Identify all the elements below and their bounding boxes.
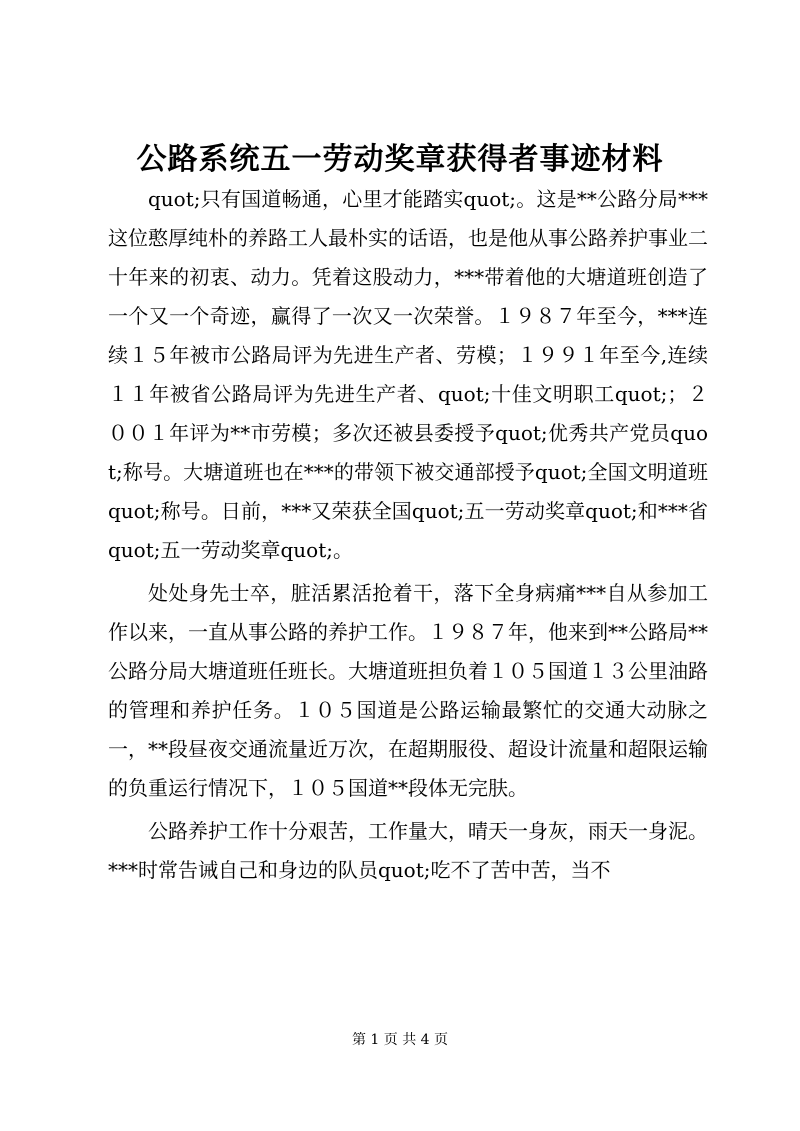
document-body	[108, 180, 708, 890]
paragraph-3: 公路养护工作十分艰苦，工作量大，晴天一身灰，雨天一身泥。***时常告诫自己和身边的队员quot;吃不了苦中苦，当不	[108, 819, 708, 882]
document-title: 公路系统五一劳动奖章获得者事迹材料	[136, 142, 664, 177]
paragraph-1: quot;只有国道畅通，心里才能踏实quot;。这是**公路分局***这位憨厚纯朴的养路工人最朴实的话语，也是他从事公路养护事业二十年来的初衷、动力。凭着这股动力，***带着他的大塘道班创造了一个又一个奇迹，赢得了一次又一次荣誉。１９８７年至今，***连续１５年被市公路局评为先进生产者、劳模；１９９１年至今,连续１１年被省公路局评为先进生产者、quot;十佳文明职工quot;；２００１年评为**市劳模；多次还被县委授予quot;优秀共产党员quot;称号。大塘道班也在***的带领下被交通部授予quot;全国文明道班quot;称号。日前，***又荣获全国quot;五一劳动奖章quot;和***省quot;五一劳动奖章quot;。	[108, 187, 708, 562]
page-footer: 第 1 页 共 4 页	[351, 1032, 449, 1048]
paragraph-2: 处处身先士卒，脏活累活抢着干，落下全身病痛***自从参加工作以来，一直从事公路的养护工作。１９８７年，他来到**公路局**公路分局大塘道班任班长。大塘道班担负着１０５国道１３公里油路的管理和养护任务。１０５国道是公路运输最繁忙的交通大动脉之一，**段昼夜交通流量近万次，在超期服役、超设计流量和超限运输的负重运行情况下，１０５国道**段体无完肤。	[108, 581, 708, 800]
